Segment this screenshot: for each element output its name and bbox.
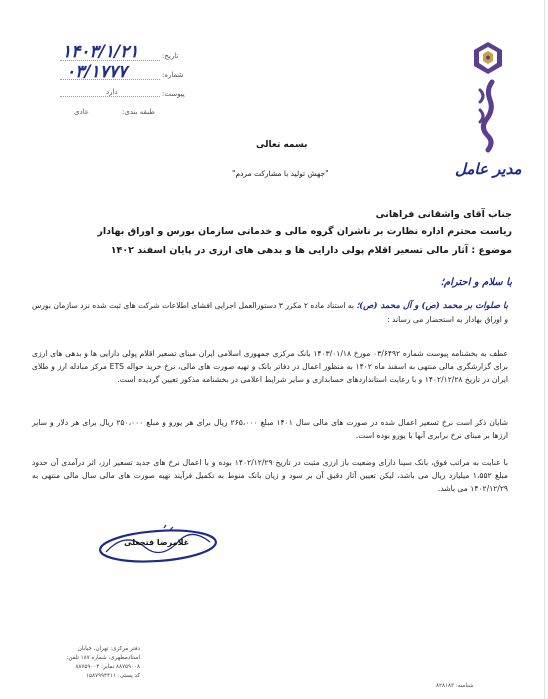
year-motto: "جهش تولید با مشارکت مردم": [232, 169, 329, 178]
recipient-title: ریاست محترم اداره نظارت بر ناشران گروه مالی و خدماتی سازمان بورس و اوراق بهادار: [97, 226, 512, 237]
paragraph-2: عطف به بخشنامه پیوست شماره ۰۳/۶۴۹۲ مورخ ۱۴۰۳/۰۱/۱۸ بانک مرکزی جمهوری اسلامی ایران مبنای تسعیر اقلام پولی دارایی ها و بدهی های ارزی برای گزارشگری مالی منتهی به اسفند ماه ۱۴۰۲ به منظور اعمال در دفاتر بانک و تهیه صورت های مالی، نرخ خرید حواله ETS مرکز مبادله ارز و طلای ایران در تاریخ ۱۴۰۲/۱۲/۲۸ و با رعایت استانداردهای حسابداری و سایر شرایط اعلامی در بخشنامه مذکور تعیین گردیده است.: [32, 349, 509, 384]
subject-text: آثار مالی تسعیر اقلام پولی دارایی ها و بدهی های ارزی در پایان اسفند ۱۴۰۲: [110, 245, 469, 256]
managing-director-note: مدیر عامل: [455, 160, 522, 178]
margin-rule: [544, 0, 545, 699]
bank-logo: [462, 38, 514, 178]
number-value: ۰۳/۱۷۷۷: [66, 62, 127, 82]
bank-logo-mark: [462, 38, 514, 178]
address-line: استادمطهری، شماره ۱۸۷ تلفن:: [66, 655, 140, 661]
handwritten-salutation: با صلوات بر محمد (ص) و آل محمد (ص)؛: [356, 301, 508, 311]
footer-id: [436, 682, 473, 691]
bank-name: [472, 112, 482, 122]
subject-line: [111, 245, 512, 256]
recipient-name: جناب آقای واشقانی فراهانی: [375, 209, 512, 220]
footer-address: [30, 645, 140, 681]
paragraph-1: [32, 299, 508, 326]
date-value: ۱۴۰۳/۱/۲۱: [62, 42, 139, 62]
paragraph-1-text: به استناد ماده ۲ مکرر ۳ دستورالعمل اجرایی افشای اطلاعات شرکت های ثبت شده نزد سازمان بورس و اوراق بهادار به استحضار می رساند :: [32, 301, 508, 324]
basmala: بسمه تعالی: [256, 140, 308, 150]
number-label: شماره:: [162, 71, 184, 79]
address-line: دفتر مرکزی: تهران، خیابان: [77, 646, 140, 652]
footer-id-label: شناسه:: [455, 683, 474, 689]
address-line: کد پستی: ۱۵۸۷۹۹۴۴۱۱: [86, 673, 140, 679]
paragraph-4: با عنایت به مراتب فوق، بانک سینا دارای وضعیت باز ارزی مثبت در تاریخ ۱۴۰۲/۱۲/۲۹ بوده و با اعمال نرخ های جدید تسعیر ارز، اثر درآمدی آن حدود مبلغ ۱،۵۵۲ میلیارد ریال می باشد، لیکن تعیین آثار دقیق آن بر سود و زیان بانک منوط به تکمیل فرآیند تهیه صورت های مالی سال مالی منتهی به ۱۴۰۲/۱۲/۲۹ می باشد.: [32, 458, 508, 493]
greeting: با سلام و احترام؛: [440, 277, 512, 288]
signatory-name: غلامرضا فتحعلی: [124, 538, 190, 547]
signature-scribble: [96, 522, 226, 572]
date-label: تاریخ:: [162, 52, 179, 60]
classification-label: طبقه بندی:: [122, 108, 155, 116]
address-line: ۸۸۷۵۹۰۰۸ نمابر: ۸۸۷۵۹۰۰۴: [75, 664, 140, 670]
attachment-value: دارد: [106, 88, 118, 96]
subject-label: موضوع :: [471, 245, 512, 256]
paragraph-3: شایان ذکر است نرخ تسعیر اعمال شده در صورت های مالی سال ۱۴۰۱ مبلغ ۲۶۵،۰۰۰ ریال برای هر یورو و مبلغ ۲۵۰،۰۰۰ ریال برای هر دلار و سایر ارزها بر مبنای نرخ برابری آنها با یورو بوده است.: [32, 418, 508, 440]
footer-id-value: ۸۲۸۱۸۳: [436, 683, 455, 689]
attachment-label: پیوست:: [162, 90, 185, 98]
classification-value: عادی: [74, 108, 89, 116]
